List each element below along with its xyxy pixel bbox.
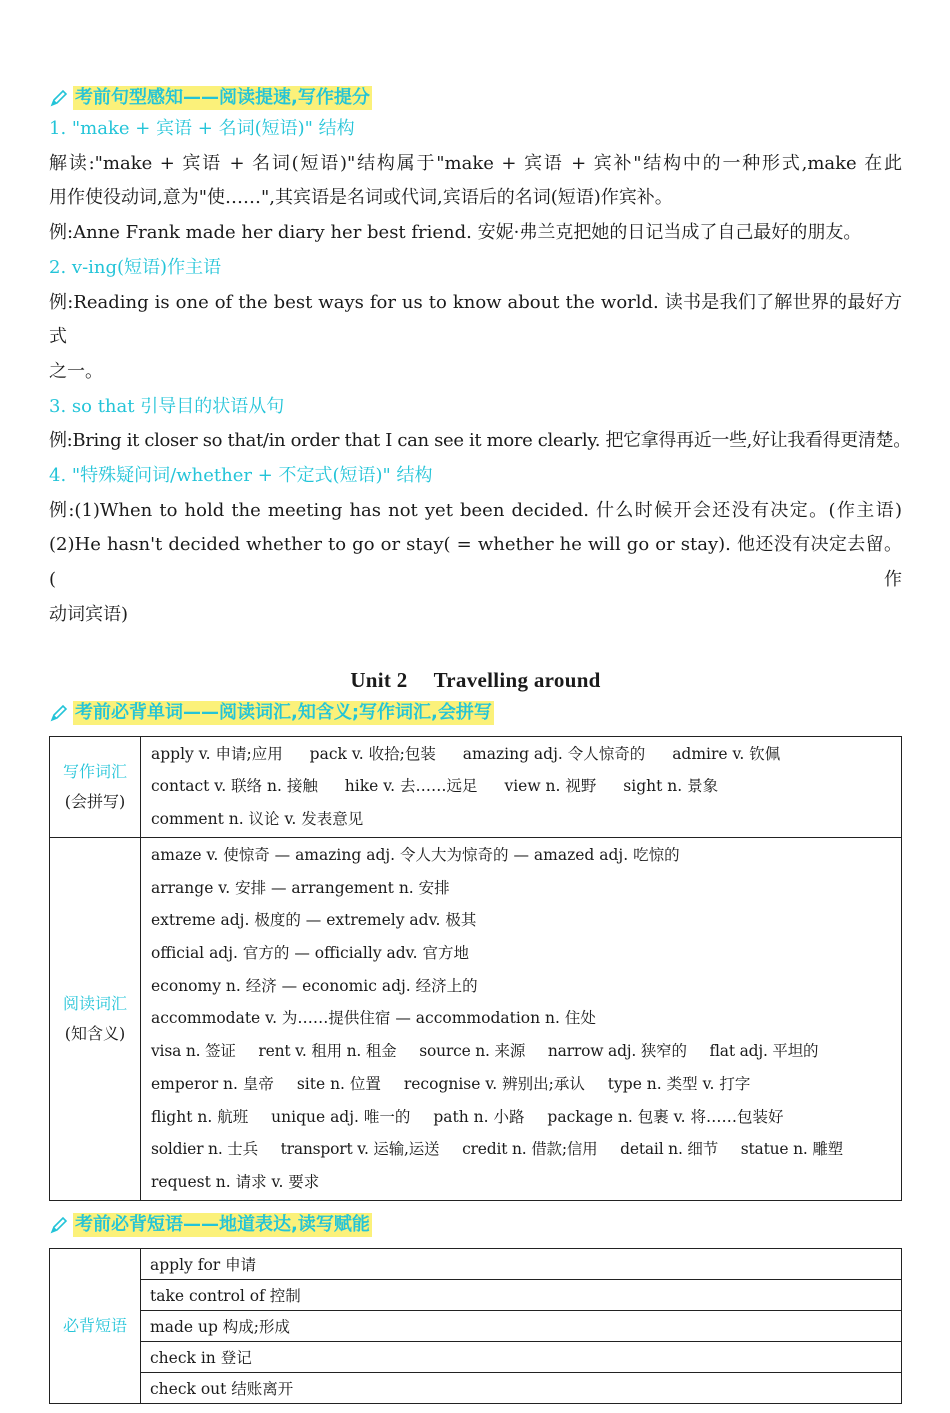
vocab-line [142, 839, 900, 872]
writing-vocab-title: 写作词汇 [62, 761, 127, 781]
vocab-item: transport v. 运输,运送 [280, 1140, 440, 1159]
vocab-item: package n. 包裹 v. 将……包装好 [547, 1107, 784, 1126]
vocab-item: path n. 小路 [433, 1107, 525, 1126]
phrase-item: made up 构成;形成 [141, 1310, 902, 1341]
phrase-item: apply for 申请 [141, 1248, 902, 1279]
vocab-item: amaze v. 使惊奇 — amazing adj. 令人大为惊奇的 — amazed adj. 吃惊的 [151, 845, 680, 864]
vocab-item: apply v. 申请;应用 [151, 744, 283, 763]
writing-vocab-subtitle: (会拼写) [64, 791, 126, 811]
vocab-line [142, 872, 900, 905]
writing-vocab-label [50, 736, 141, 837]
phrases-label [50, 1248, 141, 1403]
unit-title [49, 661, 902, 699]
pattern-title-2: 2. v-ing(短语)作主语 [49, 256, 222, 278]
vocab-line [142, 1068, 900, 1101]
vocab-item: official adj. 官方的 — officially adv. 官方地 [151, 944, 469, 963]
pattern-title-4: 4. "特殊疑问词/whether + 不定式(短语)" 结构 [49, 465, 433, 487]
vocabulary-table [49, 736, 902, 1201]
phrases-title: 必背短语 [62, 1315, 127, 1335]
vocab-line [142, 1101, 900, 1134]
explanation-line-1: 解读:"make + 宾语 + 名词(短语)"结构属于"make + 宾语 + 宾补"结构中的一种形式,make 在此 [49, 152, 902, 174]
section-heading-text: 考前必背短语——地道表达,读写赋能 [75, 1213, 370, 1235]
section-heading-words [49, 699, 902, 727]
reading-vocab-content [141, 837, 902, 1200]
section-heading-text: 考前必背单词——阅读词汇,知含义;写作词汇,会拼写 [75, 701, 492, 723]
vocab-item: arrange v. 安排 — arrangement n. 安排 [151, 878, 450, 897]
page [49, 84, 911, 1404]
vocab-line [142, 738, 900, 771]
vocab-item: type n. 类型 v. 打字 [607, 1074, 751, 1093]
writing-vocab-row [50, 736, 902, 837]
phrase-row [50, 1372, 902, 1403]
writing-vocab-content [141, 736, 902, 837]
example-line-2: 例:Reading is one of the best ways for us to know about the world. 读书是我们了解世界的最好方式 [49, 291, 902, 348]
vocab-line [142, 803, 900, 836]
vocab-item: hike v. 去……远足 [344, 777, 478, 796]
pencil-icon [49, 1215, 69, 1235]
section-heading-text: 考前句型感知——阅读提速,写作提分 [75, 87, 370, 108]
vocab-line [142, 904, 900, 937]
phrase-row [50, 1341, 902, 1372]
vocab-item: extreme adj. 极度的 — extremely adv. 极其 [151, 911, 477, 930]
example-line-4b: (2)He hasn't decided whether to go or stay( = whether he will go or stay). 他还没有决定去留。(作 [49, 534, 902, 591]
vocab-item: rent v. 租用 n. 租金 [258, 1042, 397, 1061]
reading-vocab-row [50, 837, 902, 1200]
reading-vocab-subtitle: (知含义) [64, 1023, 126, 1043]
unit-name: Travelling around [433, 667, 601, 692]
vocab-item: credit n. 借款;信用 [462, 1140, 598, 1159]
vocab-item: statue n. 雕塑 [740, 1140, 843, 1159]
vocab-item: view n. 视野 [504, 777, 597, 796]
vocab-item: amazing adj. 令人惊奇的 [462, 744, 646, 763]
phrase-row [50, 1279, 902, 1310]
vocab-item: source n. 来源 [419, 1042, 526, 1061]
vocab-line [142, 770, 900, 803]
vocab-item: accommodate v. 为……提供住宿 — accommodation n. 住处 [151, 1009, 596, 1028]
vocab-item: economy n. 经济 — economic adj. 经济上的 [151, 976, 478, 995]
section-heading-phrases [49, 1211, 902, 1239]
phrase-row [50, 1248, 902, 1279]
vocab-item: emperor n. 皇帝 [151, 1074, 274, 1093]
vocab-line [142, 1035, 900, 1068]
explanation-line-2: 用作使役动词,意为"使……",其宾语是名词或代词,宾语后的名词(短语)作宾补。 [49, 187, 673, 209]
vocab-item: soldier n. 士兵 [151, 1140, 258, 1159]
vocab-item: admire v. 钦佩 [672, 744, 781, 763]
reading-vocab-label [50, 837, 141, 1200]
example-line-2-cont: 之一。 [49, 360, 103, 382]
vocab-item: unique adj. 唯一的 [271, 1107, 411, 1126]
phrase-item: check in 登记 [141, 1341, 902, 1372]
phrases-table [49, 1248, 902, 1404]
vocab-item: recognise v. 辨别出;承认 [403, 1074, 585, 1093]
vocab-line [142, 1133, 900, 1166]
vocab-item: flat adj. 平坦的 [709, 1042, 819, 1061]
example-line-3: 例:Bring it closer so that/in order that I can see it more clearly. 把它拿得再近一些,好让我看得更清楚。 [49, 430, 911, 452]
vocab-line [142, 970, 900, 1003]
example-line-4a: 例:(1)When to hold the meeting has not yet been decided. 什么时候开会还没有决定。(作主语) [49, 499, 902, 521]
vocab-item: pack v. 收拾;包装 [309, 744, 436, 763]
pattern-title-3: 3. so that 引导目的状语从句 [49, 395, 285, 417]
phrase-item: check out 结账离开 [141, 1372, 902, 1403]
section-heading-sentence-patterns [49, 84, 902, 112]
reading-vocab-title: 阅读词汇 [62, 993, 127, 1013]
vocab-line [142, 937, 900, 970]
vocab-item: narrow adj. 狭窄的 [547, 1042, 687, 1061]
phrase-row [50, 1310, 902, 1341]
phrase-item: take control of 控制 [141, 1279, 902, 1310]
example-line-1: 例:Anne Frank made her diary her best friend. 安妮·弗兰克把她的日记当成了自己最好的朋友。 [49, 222, 862, 244]
unit-number: Unit 2 [350, 667, 408, 692]
vocab-line [142, 1002, 900, 1035]
vocab-item: sight n. 景象 [623, 777, 719, 796]
pencil-icon [49, 88, 69, 108]
example-line-4b-cont: 动词宾语) [49, 603, 129, 625]
vocab-item: contact v. 联络 n. 接触 [151, 777, 318, 796]
pencil-icon [49, 703, 69, 723]
vocab-line [142, 1166, 900, 1199]
vocab-item: detail n. 细节 [620, 1140, 719, 1159]
vocab-item: site n. 位置 [296, 1074, 381, 1093]
vocab-item: flight n. 航班 [151, 1107, 249, 1126]
vocab-item: comment n. 议论 v. 发表意见 [151, 810, 364, 829]
vocab-item: request n. 请求 v. 要求 [151, 1172, 320, 1191]
pattern-title-1: 1. "make + 宾语 + 名词(短语)" 结构 [49, 118, 355, 139]
vocab-item: visa n. 签证 [151, 1042, 236, 1061]
